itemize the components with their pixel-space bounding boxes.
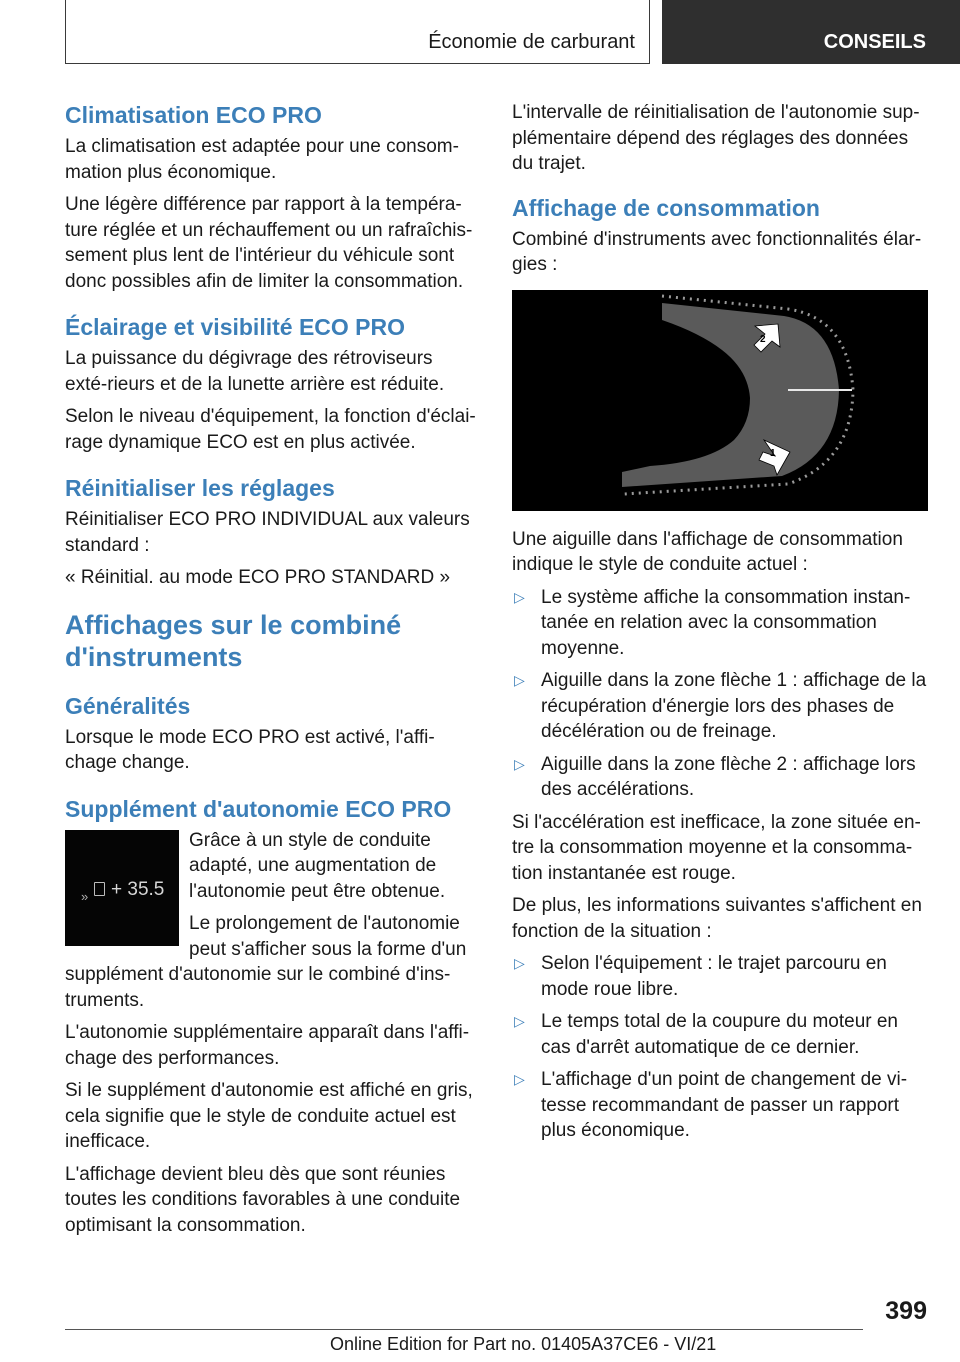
footer-edition: Online Edition for Part no. 01405A37CE6 - VI/21 <box>330 1334 717 1354</box>
section-reinitialiser <box>65 473 477 591</box>
paragraph: L'intervalle de réinitialisation de l'autonomie sup-plémentaire dépend des réglages des données du trajet. <box>512 102 920 174</box>
bullet-list <box>512 951 928 1144</box>
paragraph: Une légère différence par rapport à la tempéra-ture réglée et un réchauffement ou un rafraîchis-sement plus lent de l'intérieur du véhicule sont donc possibles afin de limiter la consommation. <box>65 194 473 292</box>
range-extension-value: + 35.5 <box>111 878 165 900</box>
paragraph: Grâce à un style de conduite adapté, une augmentation de l'autonomie peut être obtenue. <box>189 829 446 902</box>
bullet-triangle-icon: ▷ <box>514 1013 525 1029</box>
paragraph: Réinitialiser ECO PRO INDIVIDUAL aux valeurs standard : <box>65 509 470 556</box>
fuel-pump-icon <box>94 882 105 896</box>
paragraph: Combiné d'instruments avec fonctionnalités élar-gies : <box>512 228 922 275</box>
paragraph: « Réinitial. au mode ECO PRO STANDARD » <box>65 567 451 588</box>
consumption-gauge-graphic <box>512 290 928 511</box>
section-supplement <box>65 794 477 1239</box>
page-number: 399 <box>885 1297 927 1325</box>
paragraph: Selon le niveau d'équipement, la fonction d'éclai-rage dynamique ECO est en plus activée. <box>65 406 476 453</box>
paragraph: L'autonomie supplémentaire apparaît dans l'affi-chage des performances. <box>65 1022 470 1069</box>
header-title: Économie de carburant <box>428 31 635 53</box>
bullet-triangle-icon: ▷ <box>514 755 525 772</box>
list-item: ▷ L'affichage d'un point de changement de vi-tesse recommandant de passer un rapport plus économique. <box>514 1069 908 1141</box>
arrow-2-label: 2 <box>760 333 766 345</box>
right-column <box>512 100 928 1151</box>
paragraph: L'affichage devient bleu dès que sont réunies toutes les conditions favorables à une conduite optimisant la consommation. <box>65 1163 461 1236</box>
bullet-list <box>512 585 928 803</box>
paragraph: Lorsque le mode ECO PRO est activé, l'affi-chage change. <box>65 726 435 773</box>
list-item: ▷ Le système affiche la consommation instan-tanée en relation avec la consommation moyenne. <box>514 586 911 659</box>
paragraph: La puissance du dégivrage des rétroviseurs exté-rieurs et de la lunette arrière est réduite. <box>65 348 445 395</box>
left-column <box>65 100 477 1245</box>
paragraph: Si le supplément d'autonomie est affiché en gris, cela signifie que le style de conduite actuel est inefficace. <box>65 1080 473 1152</box>
heading-climatisation: Climatisation ECO PRO <box>65 102 322 128</box>
paragraph: Si l'accélération est inefficace, la zone située en-tre la consommation moyenne et la consomma-tion instantanée est rouge. <box>512 811 921 884</box>
bullet-triangle-icon: ▷ <box>514 588 525 605</box>
heading-reinitialiser: Réinitialiser les réglages <box>65 475 335 501</box>
list-item: ▷ Selon l'équipement : le trajet parcouru en mode roue libre. <box>514 953 887 1000</box>
range-display-image <box>65 830 179 946</box>
bullet-triangle-icon: ▷ <box>514 672 525 688</box>
list-item: ▷ Le temps total de la coupure du moteur en cas d'arrêt automatique de ce dernier. <box>514 1011 899 1058</box>
section-generalites <box>65 691 477 776</box>
heading-affichage-consommation: Affichage de consommation <box>512 194 820 221</box>
consumption-zone <box>622 303 839 487</box>
bullet-triangle-icon: ▷ <box>514 955 525 971</box>
section-affichages <box>65 609 477 673</box>
paragraph: Une aiguille dans l'affichage de consommation indique le style de conduite actuel : <box>512 528 903 575</box>
paragraph: La climatisation est adaptée pour une consom-mation plus économique. <box>65 136 459 183</box>
paragraph: De plus, les informations suivantes s'affichent en fonction de la situation : <box>512 895 922 942</box>
section-eclairage <box>65 312 477 455</box>
list-item: ▷ Aiguille dans la zone flèche 1 : affichage de la récupération d'énergie lors des phases de décélération ou de freinage. <box>514 670 927 742</box>
consumption-display-image <box>512 290 928 511</box>
coasting-arrows-icon: » <box>81 888 89 904</box>
section-affichage-consommation <box>512 193 928 1144</box>
section-climatisation <box>65 100 477 294</box>
footer-divider <box>65 1329 863 1330</box>
list-item: ▷ Aiguille dans la zone flèche 2 : affichage lors des accélérations. <box>514 753 916 800</box>
heading-supplement: Supplément d'autonomie ECO PRO <box>65 795 452 822</box>
bullet-triangle-icon: ▷ <box>514 1071 525 1087</box>
arrow-1-label: 1 <box>770 447 776 459</box>
heading-generalites: Généralités <box>65 692 191 719</box>
header-section-tab: CONSEILS <box>662 0 960 64</box>
heading-affichages: Affichages sur le combiné d'instruments <box>65 609 402 672</box>
paragraph: Le prolongement de l'autonomie peut s'afficher sous la forme d'un supplément d'autonomie sur le combiné d'ins-truments. <box>65 913 467 1011</box>
heading-eclairage: Éclairage et visibilité ECO PRO <box>65 314 406 340</box>
